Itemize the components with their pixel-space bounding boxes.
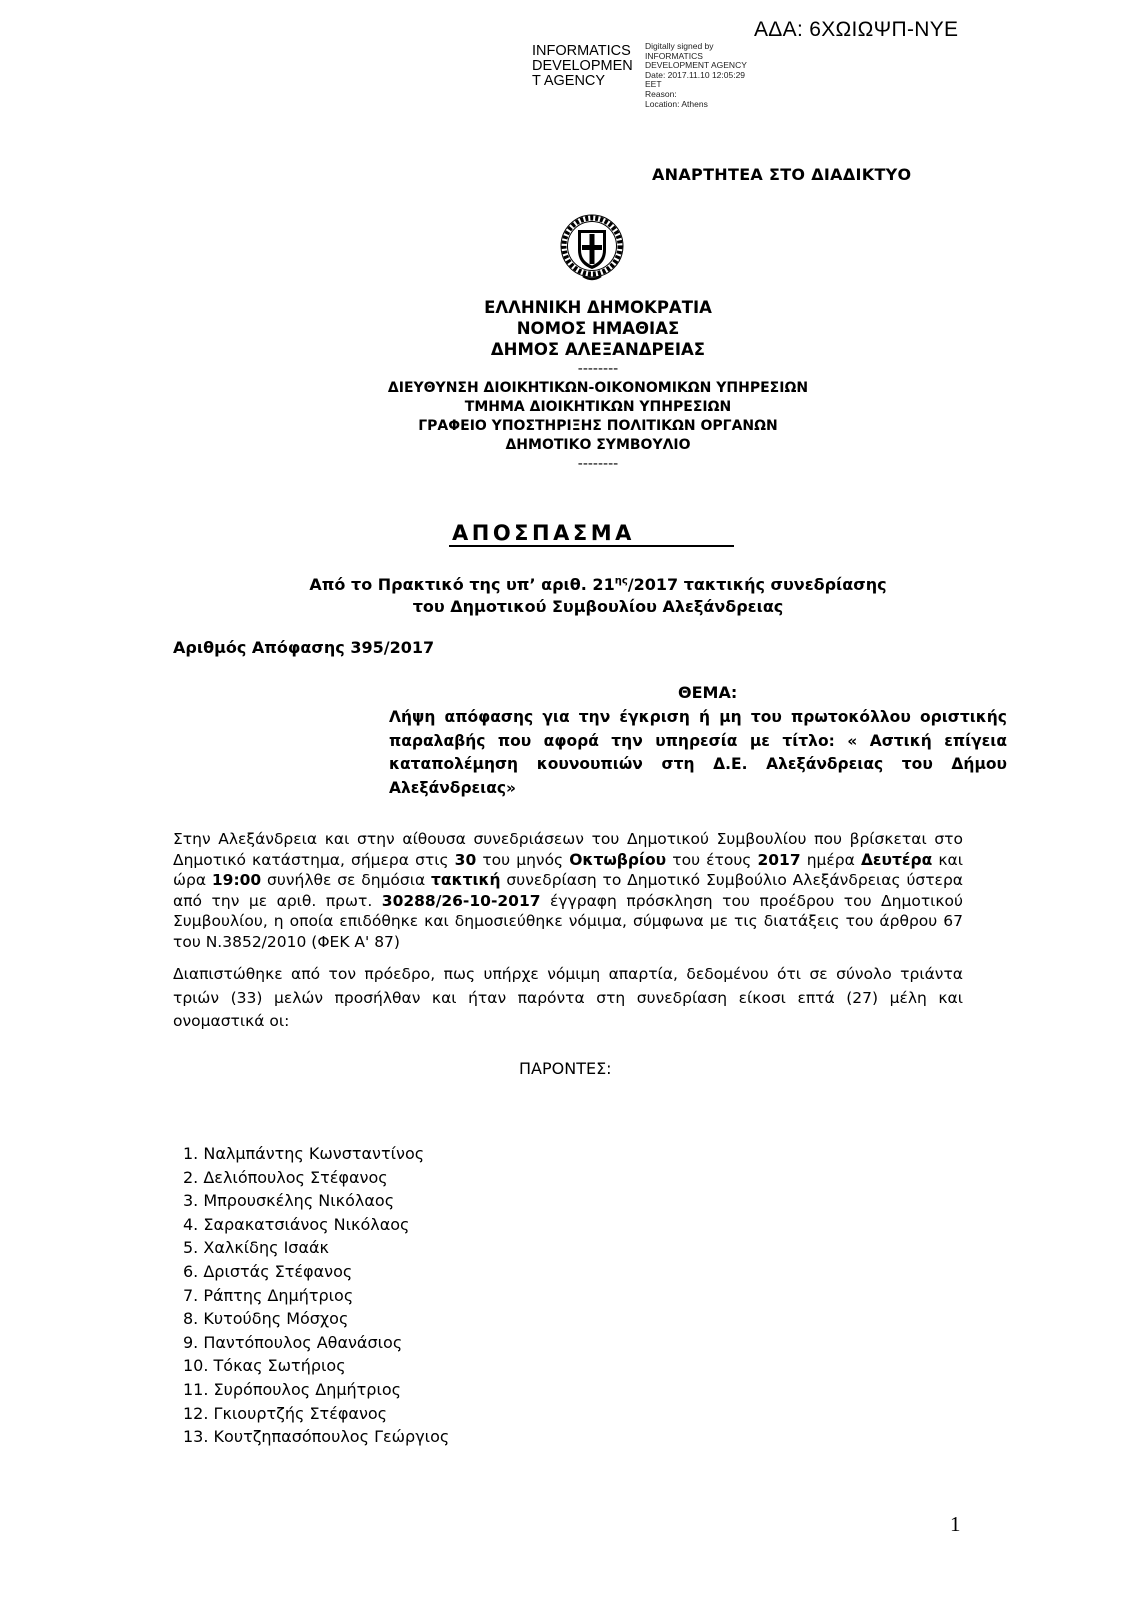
header-council: ΔΗΜΟΤΙΚΟ ΣΥΜΒΟΥΛΙΟ	[505, 437, 691, 453]
text-run: του μηνός	[476, 850, 570, 869]
text-run: συνεδρίαση το Δημοτικό Συμβούλιο Αλεξάνδρειας ύστερα από την με αριθ. πρωτ.	[173, 871, 963, 910]
header-directorate: ΔΙΕΥΘΥΝΣΗ ΔΙΟΙΚΗΤΙΚΩΝ-ΟΙΚΟΝΟΜΙΚΩΝ ΥΠΗΡΕΣΙΩΝ	[387, 380, 809, 396]
minutes-suffix: /2017 τακτικής συνεδρίασης	[627, 575, 887, 594]
text-run: και ώρα	[173, 850, 963, 889]
list-item: 3. Μπρουσκέλης Νικόλαος	[183, 1191, 395, 1211]
present-heading: ΠΑΡΟΝΤΕΣ:	[519, 1059, 612, 1078]
list-item: 9. Παντόπουλος Αθανάσιος	[183, 1332, 403, 1352]
signature-detail-line: Location: Athens	[645, 98, 708, 109]
text-run: έγγραφη πρόσκληση του προέδρου του Δημοτικού Συμβουλίου, η οποία επιδόθηκε και δημοσιεύθηκε νόμιμα, σύμφωνα με τις διατάξεις του άρθρου 67 του Ν.3852/2010 (ΦΕΚ Α' 87)	[173, 891, 963, 951]
header-municipality: ΔΗΜΟΣ ΑΛΕΞΑΝΔΡΕΙΑΣ	[490, 340, 706, 359]
header-separator: --------	[577, 361, 619, 377]
signature-detail-line: EET	[645, 79, 662, 90]
header-prefecture: ΝΟΜΟΣ ΗΜΑΘΙΑΣ	[516, 319, 680, 338]
attendee-list	[183, 1142, 449, 1449]
list-item: 6. Δριστάς Στέφανος	[183, 1261, 353, 1281]
session-year: 2017	[757, 850, 801, 869]
header-department: ΤΜΗΜΑ ΔΙΟΙΚΗΤΙΚΩΝ ΥΠΗΡΕΣΙΩΝ	[464, 399, 732, 415]
header-separator: --------	[577, 456, 619, 472]
list-item: 5. Χαλκίδης Ισαάκ	[183, 1238, 329, 1258]
subject-label: ΘΕΜΑ:	[678, 683, 738, 702]
signature-org-line: DEVELOPMEN	[532, 58, 633, 74]
extract-title: ΑΠΟΣΠΑΣΜΑ	[452, 521, 635, 545]
signature-detail-line: Digitally signed by	[645, 41, 714, 51]
text-run: ημέρα	[800, 850, 861, 869]
text-run: του έτους	[666, 850, 758, 869]
signature-org-line: T AGENCY	[532, 73, 606, 89]
publish-notice: ΑΝΑΡΤΗΤΕΑ ΣΤΟ ΔΙΑΔΙΚΤΥΟ	[652, 165, 912, 184]
session-paragraph	[173, 829, 963, 952]
extract-title-underline	[449, 545, 734, 547]
minutes-prefix: Από το Πρακτικό της υπ’ αριθ. 21	[309, 575, 615, 594]
list-item: 7. Ράπτης Δημήτριος	[183, 1285, 354, 1305]
list-item: 13. Κουτζηπασόπουλος Γεώργιος	[183, 1427, 450, 1447]
list-item: 8. Κυτούδης Μόσχος	[183, 1309, 349, 1329]
signature-detail-line: DEVELOPMENT AGENCY	[645, 60, 747, 71]
signature-detail-line: Date: 2017.11.10 12:05:29	[645, 69, 746, 80]
session-weekday: Δευτέρα	[860, 850, 933, 869]
list-item: 12. Γκιουρτζής Στέφανος	[183, 1403, 388, 1423]
signature-detail-line: INFORMATICS	[645, 50, 703, 61]
text-run: συνήλθε σε δημόσια	[261, 871, 432, 889]
session-month: Οκτωβρίου	[569, 850, 667, 869]
list-item: 4. Σαρακατσιάνος Νικόλαος	[183, 1214, 410, 1234]
header-republic: ΕΛΛΗΝΙΚΗ ΔΗΜΟΚΡΑΤΙΑ	[484, 298, 712, 317]
greek-coat-of-arms-icon	[559, 208, 625, 288]
ada-code: ΑΔΑ: 6ΧΩΙΩΨΠ-ΝΥΕ	[754, 18, 959, 41]
subject-text: Λήψη απόφασης για την έγκριση ή μη του πρωτοκόλλου οριστικής παραλαβής που αφορά την υπηρεσία με τίτλο: « Αστική επίγεια καταπολέμηση κουνουπιών στη Δ.Ε. Αλεξάνδρειας του Δήμου Αλεξάνδρειας»	[389, 708, 1007, 797]
session-type: τακτική	[431, 871, 501, 889]
decision-number: Αριθμός Απόφασης 395/2017	[173, 638, 435, 657]
signature-detail-line: Reason:	[645, 88, 677, 99]
list-item: 11. Συρόπουλος Δημήτριος	[183, 1379, 402, 1399]
signature-organization	[532, 44, 633, 89]
list-item: 2. Δελιόπουλος Στέφανος	[183, 1167, 388, 1187]
page-number: 1	[950, 1512, 961, 1536]
text-run: Στην Αλεξάνδρεια και στην αίθουσα συνεδριάσεων του Δημοτικού Συμβουλίου που βρίσκεται στο Δημοτικό κατάστημα, σήμερα στις	[173, 830, 963, 869]
session-time: 19:00	[211, 871, 262, 889]
quorum-paragraph: Διαπιστώθηκε από τον πρόεδρο, πως υπήρχε νόμιμη απαρτία, δεδομένου ότι σε σύνολο τριάντα τριών (33) μελών προσήλθαν και ήταν παρόντα στη συνεδρίαση είκοσι επτά (27) μέλη και ονομαστικά οι:	[173, 965, 963, 1030]
list-item: 1. Ναλμπάντης Κωνσταντίνος	[183, 1144, 425, 1163]
minutes-superscript: ης	[614, 575, 628, 587]
minutes-reference	[0, 575, 1131, 594]
header-office: ΓΡΑΦΕΙΟ ΥΠΟΣΤΗΡΙΞΗΣ ΠΟΛΙΤΙΚΩΝ ΟΡΓΑΝΩΝ	[418, 418, 778, 434]
list-item: 10. Τόκας Σωτήριος	[183, 1356, 346, 1376]
protocol-number: 30288/26-10-2017	[381, 891, 541, 910]
minutes-council: του Δημοτικού Συμβουλίου Αλεξάνδρειας	[412, 597, 784, 616]
signature-org-line: INFORMATICS	[532, 43, 631, 59]
signature-details	[645, 42, 747, 109]
session-day: 30	[454, 850, 477, 869]
